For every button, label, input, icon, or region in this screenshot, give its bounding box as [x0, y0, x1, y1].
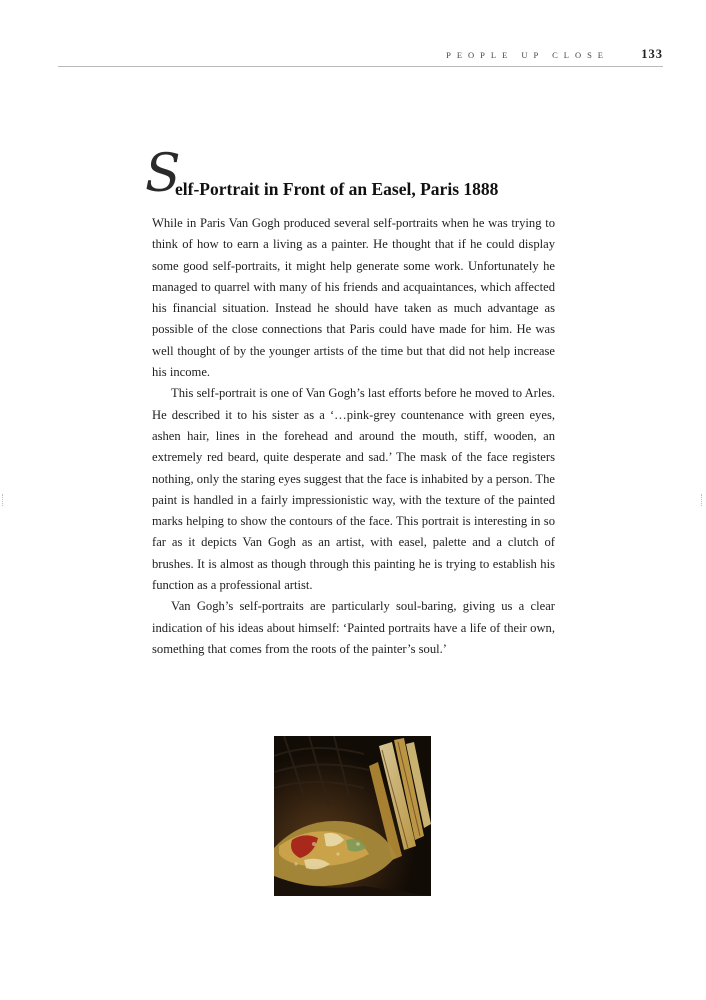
painting-detail-graphic [274, 736, 431, 896]
left-edge-mark [2, 494, 5, 506]
section-name: PEOPLE UP CLOSE [446, 50, 609, 60]
paragraph-3: Van Gogh’s self-portraits are particularly soul-baring, giving us a clear indication of his ideas about himself: ‘Painted portraits have a life of their own, something that comes from the roots of the painter’s soul.’ [152, 599, 555, 656]
title-text: elf-Portrait in Front of an Easel, Paris 1888 [175, 179, 499, 199]
title-initial: S [145, 144, 181, 204]
painting-image [274, 736, 431, 896]
running-header [58, 46, 663, 67]
article-title [145, 144, 565, 204]
paragraph-2: This self-portrait is one of Van Gogh’s last efforts before he moved to Arles. He described it to his sister as a ‘…pink-grey countenance with green eyes, ashen hair, lines in the forehead and around the mouth, stiff, wooden, an extremely red beard, quite desperate and sad.’ The mask of the face registers nothing, only the staring eyes suggest that the face is inhabited by a person. The paint is handled in a fairly impressionistic way, with the texture of the painted marks helping to show the contours of the face. This portrait is interesting in so far as it depicts Van Gogh as an artist, with easel, palette and a clutch of brushes. It is almost as though through this painting he is trying to establish his function as a professional artist. [152, 386, 555, 593]
page-number: 133 [641, 47, 663, 61]
right-edge-mark [701, 494, 704, 506]
article-body [152, 213, 555, 660]
paragraph-1: While in Paris Van Gogh produced several self-portraits when he was trying to think of how to earn a living as a painter. He thought that if he could display some good self-portraits, it might help generate some work. Unfortunately he managed to quarrel with many of his friends and acquaintances, which affected his financial situation. Instead he should have taken as much advantage as possible of the close connections that Paris could have made for him. He was well thought of by the younger artists of the time but that did not help increase his income. [152, 216, 555, 380]
